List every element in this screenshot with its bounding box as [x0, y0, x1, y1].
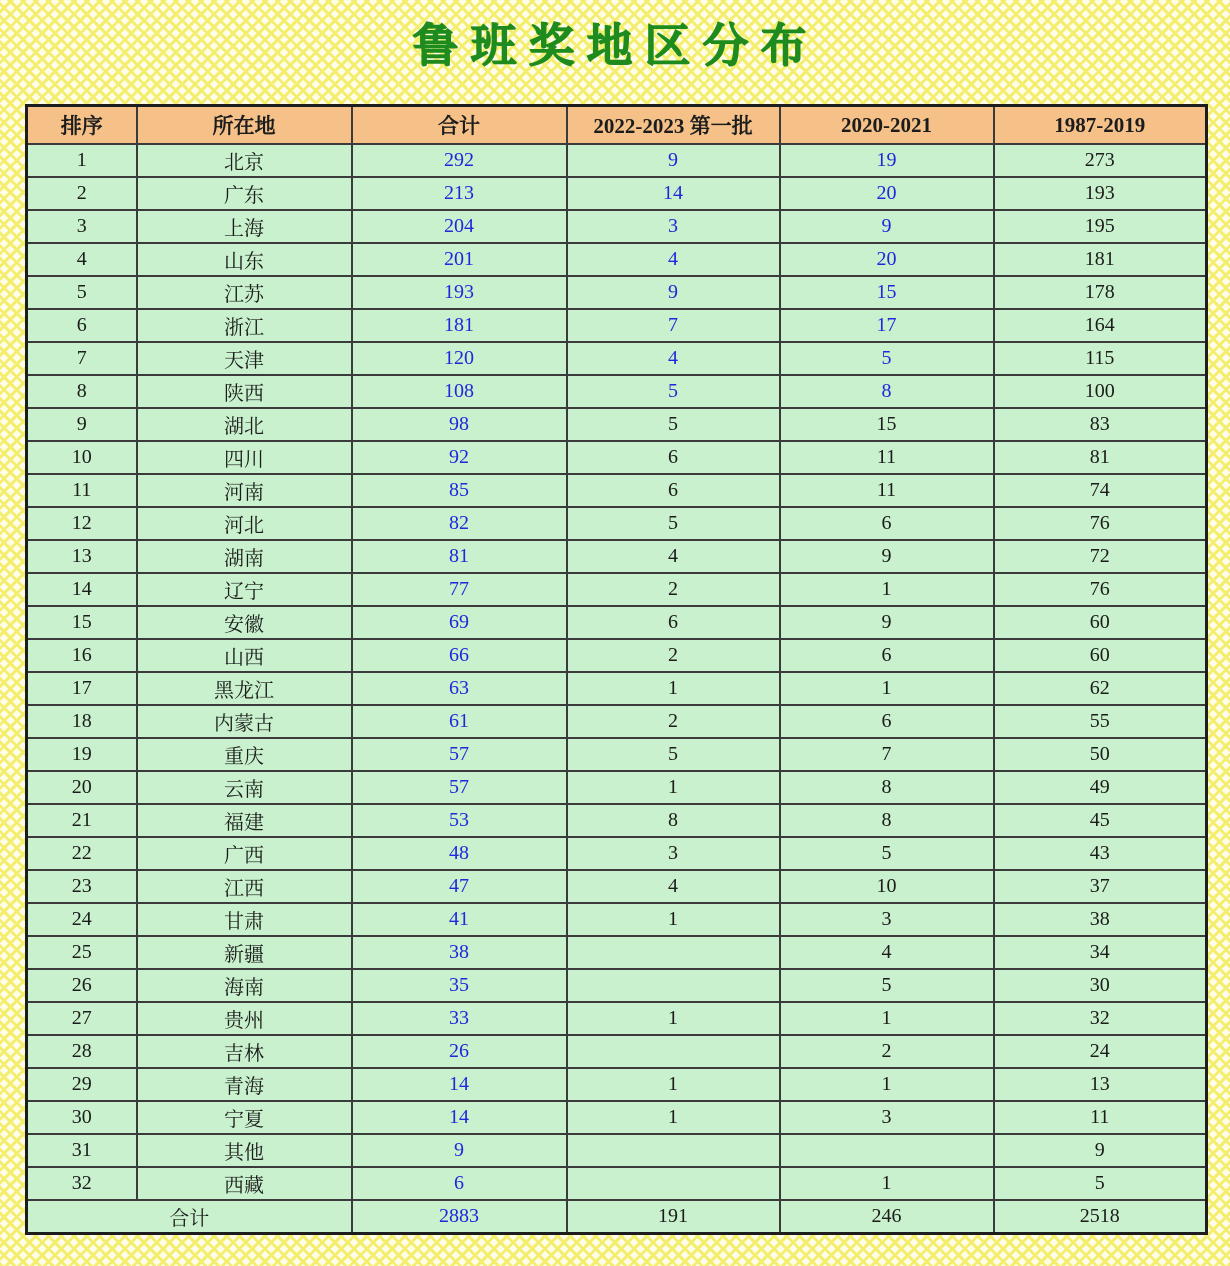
region-cell: 甘肃 — [137, 903, 352, 936]
batch-1987-2019-cell: 81 — [994, 441, 1207, 474]
total-cell: 66 — [352, 639, 567, 672]
rank-cell: 30 — [27, 1101, 137, 1134]
batch-2022-2023-cell — [567, 969, 780, 1002]
batch-2022-2023-cell: 14 — [567, 177, 780, 210]
batch-1987-2019-cell: 195 — [994, 210, 1207, 243]
region-cell: 河北 — [137, 507, 352, 540]
batch-1987-2019-cell: 62 — [994, 672, 1207, 705]
total-cell: 61 — [352, 705, 567, 738]
region-cell: 宁夏 — [137, 1101, 352, 1134]
batch-1987-2019-cell: 50 — [994, 738, 1207, 771]
batch-2020-2021-cell: 15 — [780, 276, 994, 309]
table-row — [27, 771, 1207, 804]
total-row-batch-2022-2023-cell: 191 — [567, 1200, 780, 1234]
batch-2022-2023-cell: 2 — [567, 705, 780, 738]
total-cell: 14 — [352, 1101, 567, 1134]
table-row — [27, 606, 1207, 639]
region-cell: 江苏 — [137, 276, 352, 309]
batch-2020-2021-cell: 6 — [780, 705, 994, 738]
total-cell: 85 — [352, 474, 567, 507]
batch-1987-2019-cell: 37 — [994, 870, 1207, 903]
batch-2020-2021-cell: 8 — [780, 375, 994, 408]
batch-2022-2023-cell — [567, 1035, 780, 1068]
total-row-total-cell: 2883 — [352, 1200, 567, 1234]
batch-1987-2019-cell: 115 — [994, 342, 1207, 375]
region-cell: 贵州 — [137, 1002, 352, 1035]
rank-cell: 15 — [27, 606, 137, 639]
batch-2022-2023-cell: 4 — [567, 342, 780, 375]
rank-cell: 6 — [27, 309, 137, 342]
batch-1987-2019-cell: 55 — [994, 705, 1207, 738]
region-cell: 西藏 — [137, 1167, 352, 1200]
column-header-batch_2020_2021: 2020-2021 — [780, 106, 994, 145]
column-header-total: 合计 — [352, 106, 567, 145]
batch-1987-2019-cell: 76 — [994, 507, 1207, 540]
region-cell: 云南 — [137, 771, 352, 804]
rank-cell: 11 — [27, 474, 137, 507]
total-cell: 63 — [352, 672, 567, 705]
batch-1987-2019-cell: 32 — [994, 1002, 1207, 1035]
batch-1987-2019-cell: 76 — [994, 573, 1207, 606]
table-row — [27, 441, 1207, 474]
batch-2022-2023-cell: 1 — [567, 903, 780, 936]
rank-cell: 1 — [27, 144, 137, 177]
rank-cell: 21 — [27, 804, 137, 837]
batch-1987-2019-cell: 43 — [994, 837, 1207, 870]
region-cell: 天津 — [137, 342, 352, 375]
table-row — [27, 375, 1207, 408]
region-cell: 湖南 — [137, 540, 352, 573]
total-cell: 82 — [352, 507, 567, 540]
total-cell: 9 — [352, 1134, 567, 1167]
rank-cell: 12 — [27, 507, 137, 540]
total-cell: 57 — [352, 771, 567, 804]
total-cell: 204 — [352, 210, 567, 243]
batch-2020-2021-cell: 11 — [780, 441, 994, 474]
total-cell: 98 — [352, 408, 567, 441]
batch-2020-2021-cell: 19 — [780, 144, 994, 177]
batch-2022-2023-cell: 4 — [567, 540, 780, 573]
batch-2020-2021-cell: 2 — [780, 1035, 994, 1068]
batch-2020-2021-cell: 9 — [780, 210, 994, 243]
rank-cell: 14 — [27, 573, 137, 606]
batch-2020-2021-cell: 8 — [780, 804, 994, 837]
total-row-batch-1987-2019-cell: 2518 — [994, 1200, 1207, 1234]
batch-2022-2023-cell: 3 — [567, 837, 780, 870]
batch-2020-2021-cell: 3 — [780, 1101, 994, 1134]
batch-2020-2021-cell: 9 — [780, 540, 994, 573]
region-cell: 辽宁 — [137, 573, 352, 606]
batch-1987-2019-cell: 13 — [994, 1068, 1207, 1101]
total-cell: 47 — [352, 870, 567, 903]
batch-2022-2023-cell: 6 — [567, 606, 780, 639]
column-header-batch_2022_2023: 2022-2023 第一批 — [567, 106, 780, 145]
batch-2020-2021-cell: 1 — [780, 1167, 994, 1200]
batch-2022-2023-cell: 4 — [567, 243, 780, 276]
batch-2022-2023-cell — [567, 1167, 780, 1200]
batch-2020-2021-cell: 3 — [780, 903, 994, 936]
batch-2020-2021-cell: 17 — [780, 309, 994, 342]
column-header-rank: 排序 — [27, 106, 137, 145]
region-cell: 重庆 — [137, 738, 352, 771]
batch-2022-2023-cell: 5 — [567, 375, 780, 408]
batch-1987-2019-cell: 49 — [994, 771, 1207, 804]
column-header-region: 所在地 — [137, 106, 352, 145]
batch-1987-2019-cell: 72 — [994, 540, 1207, 573]
region-cell: 山西 — [137, 639, 352, 672]
total-cell: 53 — [352, 804, 567, 837]
column-header-batch_1987_2019: 1987-2019 — [994, 106, 1207, 145]
rank-cell: 20 — [27, 771, 137, 804]
rank-cell: 10 — [27, 441, 137, 474]
total-cell: 26 — [352, 1035, 567, 1068]
batch-2020-2021-cell: 7 — [780, 738, 994, 771]
total-cell: 14 — [352, 1068, 567, 1101]
rank-cell: 16 — [27, 639, 137, 672]
region-cell: 北京 — [137, 144, 352, 177]
table-row — [27, 1101, 1207, 1134]
page-title: 鲁班奖地区分布 — [412, 18, 818, 72]
batch-2022-2023-cell: 9 — [567, 144, 780, 177]
region-cell: 青海 — [137, 1068, 352, 1101]
batch-2020-2021-cell: 5 — [780, 969, 994, 1002]
table-body — [27, 144, 1207, 1234]
batch-2020-2021-cell: 1 — [780, 573, 994, 606]
batch-1987-2019-cell: 9 — [994, 1134, 1207, 1167]
region-cell: 湖北 — [137, 408, 352, 441]
table-row — [27, 804, 1207, 837]
rank-cell: 19 — [27, 738, 137, 771]
batch-2022-2023-cell: 7 — [567, 309, 780, 342]
region-cell: 陕西 — [137, 375, 352, 408]
total-cell: 57 — [352, 738, 567, 771]
region-cell: 吉林 — [137, 1035, 352, 1068]
batch-2022-2023-cell: 1 — [567, 672, 780, 705]
total-cell: 33 — [352, 1002, 567, 1035]
region-cell: 河南 — [137, 474, 352, 507]
region-cell: 黑龙江 — [137, 672, 352, 705]
batch-1987-2019-cell: 181 — [994, 243, 1207, 276]
batch-2020-2021-cell: 20 — [780, 177, 994, 210]
region-cell: 山东 — [137, 243, 352, 276]
total-cell: 6 — [352, 1167, 567, 1200]
batch-2020-2021-cell: 10 — [780, 870, 994, 903]
total-cell: 181 — [352, 309, 567, 342]
batch-2022-2023-cell: 8 — [567, 804, 780, 837]
batch-2020-2021-cell — [780, 1134, 994, 1167]
rank-cell: 18 — [27, 705, 137, 738]
table-row — [27, 276, 1207, 309]
batch-2022-2023-cell: 4 — [567, 870, 780, 903]
rank-cell: 26 — [27, 969, 137, 1002]
total-row-label: 合计 — [27, 1200, 352, 1234]
region-cell: 广东 — [137, 177, 352, 210]
batch-2020-2021-cell: 1 — [780, 1002, 994, 1035]
region-cell: 安徽 — [137, 606, 352, 639]
batch-2020-2021-cell: 5 — [780, 837, 994, 870]
table-row — [27, 870, 1207, 903]
region-cell: 浙江 — [137, 309, 352, 342]
batch-1987-2019-cell: 178 — [994, 276, 1207, 309]
table-row — [27, 210, 1207, 243]
total-row — [27, 1200, 1207, 1234]
batch-2022-2023-cell: 5 — [567, 738, 780, 771]
region-cell: 江西 — [137, 870, 352, 903]
total-cell: 48 — [352, 837, 567, 870]
rank-cell: 8 — [27, 375, 137, 408]
table-row — [27, 738, 1207, 771]
batch-2020-2021-cell: 1 — [780, 1068, 994, 1101]
region-cell: 海南 — [137, 969, 352, 1002]
batch-1987-2019-cell: 30 — [994, 969, 1207, 1002]
region-cell: 其他 — [137, 1134, 352, 1167]
region-cell: 福建 — [137, 804, 352, 837]
table-row — [27, 672, 1207, 705]
table-row — [27, 1068, 1207, 1101]
rank-cell: 24 — [27, 903, 137, 936]
batch-1987-2019-cell: 24 — [994, 1035, 1207, 1068]
batch-1987-2019-cell: 60 — [994, 606, 1207, 639]
rank-cell: 17 — [27, 672, 137, 705]
header-row — [27, 106, 1207, 145]
batch-1987-2019-cell: 45 — [994, 804, 1207, 837]
batch-2022-2023-cell — [567, 936, 780, 969]
batch-2020-2021-cell: 8 — [780, 771, 994, 804]
batch-2022-2023-cell: 5 — [567, 507, 780, 540]
batch-1987-2019-cell: 11 — [994, 1101, 1207, 1134]
rank-cell: 2 — [27, 177, 137, 210]
rank-cell: 3 — [27, 210, 137, 243]
table-row — [27, 1002, 1207, 1035]
distribution-table — [25, 104, 1208, 1235]
table-row — [27, 936, 1207, 969]
rank-cell: 28 — [27, 1035, 137, 1068]
batch-2020-2021-cell: 11 — [780, 474, 994, 507]
region-cell: 上海 — [137, 210, 352, 243]
batch-1987-2019-cell: 38 — [994, 903, 1207, 936]
batch-2020-2021-cell: 4 — [780, 936, 994, 969]
total-cell: 292 — [352, 144, 567, 177]
region-cell: 广西 — [137, 837, 352, 870]
total-row-batch-2020-2021-cell: 246 — [780, 1200, 994, 1234]
batch-1987-2019-cell: 193 — [994, 177, 1207, 210]
batch-2022-2023-cell: 6 — [567, 441, 780, 474]
batch-2022-2023-cell: 6 — [567, 474, 780, 507]
rank-cell: 31 — [27, 1134, 137, 1167]
batch-1987-2019-cell: 5 — [994, 1167, 1207, 1200]
rank-cell: 29 — [27, 1068, 137, 1101]
total-cell: 77 — [352, 573, 567, 606]
total-cell: 41 — [352, 903, 567, 936]
region-cell: 新疆 — [137, 936, 352, 969]
batch-1987-2019-cell: 74 — [994, 474, 1207, 507]
table-row — [27, 309, 1207, 342]
batch-1987-2019-cell: 34 — [994, 936, 1207, 969]
total-cell: 193 — [352, 276, 567, 309]
batch-2022-2023-cell: 3 — [567, 210, 780, 243]
rank-cell: 23 — [27, 870, 137, 903]
region-cell: 内蒙古 — [137, 705, 352, 738]
total-cell: 35 — [352, 969, 567, 1002]
table-row — [27, 144, 1207, 177]
batch-1987-2019-cell: 60 — [994, 639, 1207, 672]
batch-2022-2023-cell: 1 — [567, 1068, 780, 1101]
table-row — [27, 243, 1207, 276]
batch-2022-2023-cell: 9 — [567, 276, 780, 309]
batch-1987-2019-cell: 273 — [994, 144, 1207, 177]
total-cell: 38 — [352, 936, 567, 969]
rank-cell: 25 — [27, 936, 137, 969]
total-cell: 92 — [352, 441, 567, 474]
total-cell: 81 — [352, 540, 567, 573]
batch-2022-2023-cell: 2 — [567, 573, 780, 606]
batch-1987-2019-cell: 100 — [994, 375, 1207, 408]
batch-2020-2021-cell: 15 — [780, 408, 994, 441]
table-row — [27, 540, 1207, 573]
rank-cell: 7 — [27, 342, 137, 375]
table-row — [27, 705, 1207, 738]
total-cell: 120 — [352, 342, 567, 375]
batch-1987-2019-cell: 164 — [994, 309, 1207, 342]
batch-2022-2023-cell — [567, 1134, 780, 1167]
rank-cell: 13 — [27, 540, 137, 573]
batch-2020-2021-cell: 5 — [780, 342, 994, 375]
table-row — [27, 408, 1207, 441]
table-row — [27, 639, 1207, 672]
rank-cell: 5 — [27, 276, 137, 309]
batch-2020-2021-cell: 9 — [780, 606, 994, 639]
table-row — [27, 474, 1207, 507]
table-row — [27, 1167, 1207, 1200]
batch-1987-2019-cell: 83 — [994, 408, 1207, 441]
total-cell: 201 — [352, 243, 567, 276]
table-row — [27, 1035, 1207, 1068]
batch-2022-2023-cell: 1 — [567, 771, 780, 804]
batch-2020-2021-cell: 6 — [780, 507, 994, 540]
batch-2022-2023-cell: 1 — [567, 1101, 780, 1134]
rank-cell: 32 — [27, 1167, 137, 1200]
batch-2020-2021-cell: 6 — [780, 639, 994, 672]
rank-cell: 9 — [27, 408, 137, 441]
region-cell: 四川 — [137, 441, 352, 474]
table-row — [27, 177, 1207, 210]
table-row — [27, 903, 1207, 936]
table-row — [27, 969, 1207, 1002]
batch-2020-2021-cell: 1 — [780, 672, 994, 705]
batch-2022-2023-cell: 2 — [567, 639, 780, 672]
total-cell: 213 — [352, 177, 567, 210]
rank-cell: 22 — [27, 837, 137, 870]
total-cell: 69 — [352, 606, 567, 639]
total-cell: 108 — [352, 375, 567, 408]
table-row — [27, 573, 1207, 606]
rank-cell: 27 — [27, 1002, 137, 1035]
batch-2020-2021-cell: 20 — [780, 243, 994, 276]
rank-cell: 4 — [27, 243, 137, 276]
batch-2022-2023-cell: 1 — [567, 1002, 780, 1035]
table-row — [27, 1134, 1207, 1167]
batch-2022-2023-cell: 5 — [567, 408, 780, 441]
table-row — [27, 837, 1207, 870]
table-header — [27, 106, 1207, 145]
table-row — [27, 342, 1207, 375]
table-row — [27, 507, 1207, 540]
